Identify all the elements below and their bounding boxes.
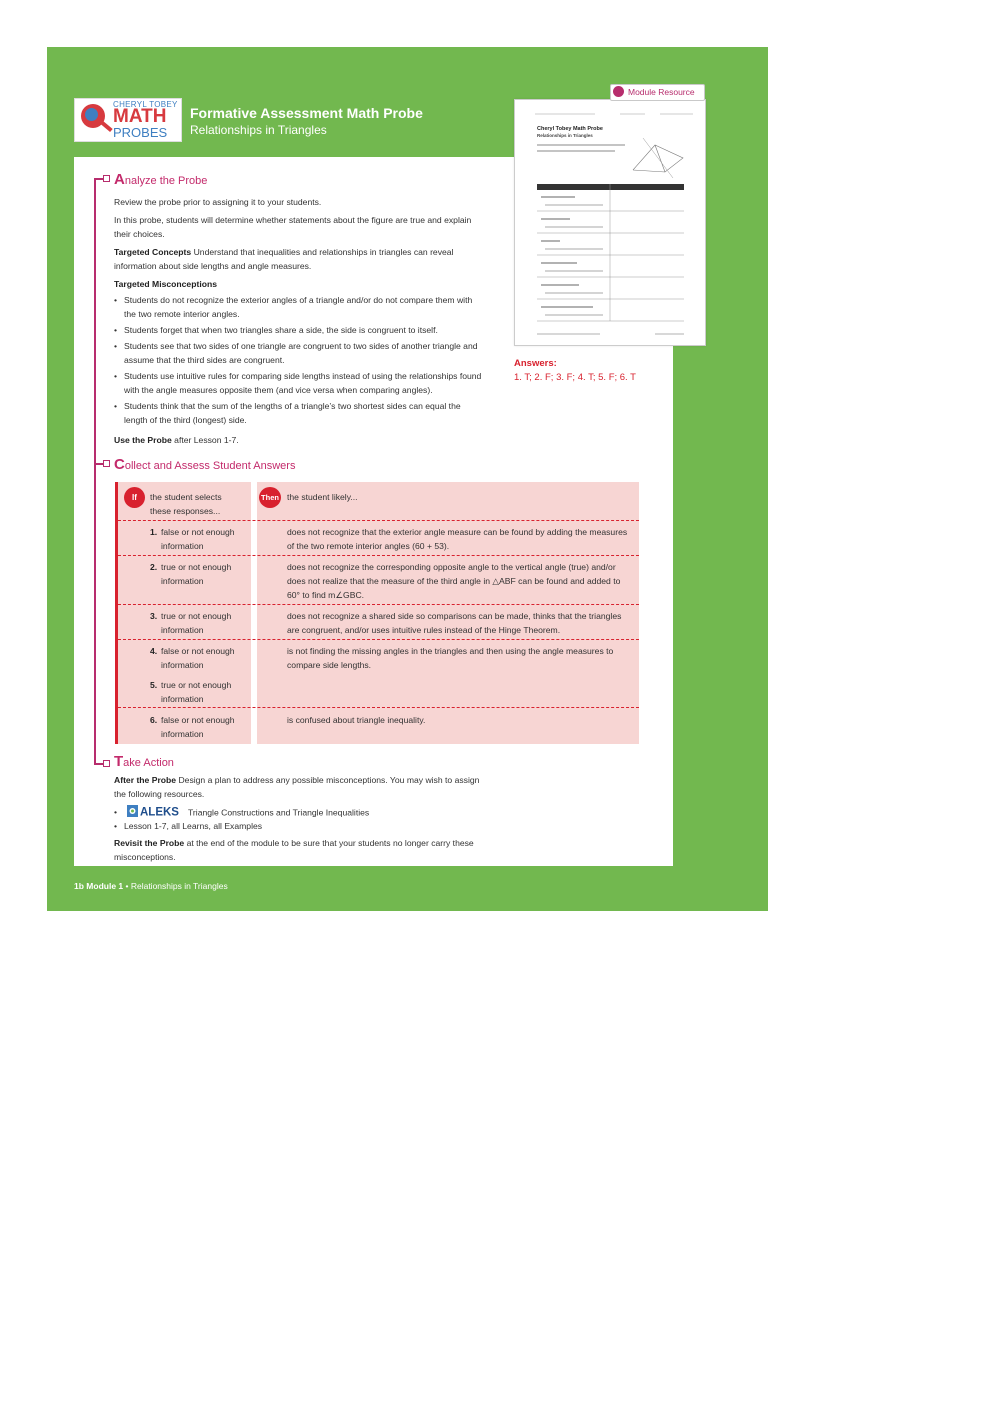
collect-heading: Collect and Assess Student Answers <box>114 456 296 473</box>
analyze-intro: Review the probe prior to assigning it to your students. <box>114 197 322 207</box>
analyze-description: In this probe, students will determine whether statements about the figure are true and explain their choices. <box>114 215 472 239</box>
targeted-concepts: Targeted Concepts Understand that inequalities and relationships in triangles can reveal information about side lengths and angle measures. <box>114 247 454 271</box>
table-row-5-response: 5. true or not enough information <box>150 680 232 704</box>
section-rail <box>94 178 96 764</box>
then-header: the student likely... <box>287 492 358 502</box>
page-subtitle: Relationships in Triangles <box>190 123 327 137</box>
thumb-subtitle: Relationships in Triangles <box>537 133 593 138</box>
answers-label: Answers: <box>514 358 557 369</box>
misconception-item: • Students do not recognize the exterior angles of a triangle and/or do not compare them with the two remote interior angles. <box>114 293 484 321</box>
table-row-6-explanation: is confused about triangle inequality. <box>287 715 426 725</box>
table-row-4-response: 4. false or not enough information <box>150 646 235 670</box>
aleks-logo-text: • ALEKS <box>140 806 179 817</box>
module-resource-badge[interactable]: Module Resource <box>610 84 705 101</box>
use-the-probe: Use the Probe after Lesson 1-7. <box>114 435 239 445</box>
page-footer: 1b Module 1 • Relationships in Triangles <box>74 881 228 891</box>
analyze-heading: Analyze the Probe <box>114 171 208 188</box>
section-marker <box>103 760 110 767</box>
misconception-item: • Students forget that when two triangles share a side, the side is congruent to itself. <box>114 323 484 337</box>
take-action-heading: Take Action <box>114 753 174 770</box>
table-row-1-explanation: does not recognize that the exterior angle measure can be found by adding the measures of the two remote interior angles (60 + 53). <box>287 527 628 551</box>
table-row-1-response: 1. false or not enough information <box>150 527 235 551</box>
misconception-item: • Students use intuitive rules for comparing side lengths instead of using the relationships found with the angle measures opposite them (and vice versa when comparing angles). <box>114 369 484 397</box>
thumb-title: Cheryl Tobey Math Probe <box>537 126 603 132</box>
cursor-click-icon <box>613 86 624 97</box>
page-title: Formative Assessment Math Probe <box>190 105 423 121</box>
math-probes-logo <box>74 98 182 142</box>
misconception-item: • Students see that two sides of one triangle are congruent to two sides of another triangle and assume that the third sides are congruent. <box>114 339 484 367</box>
misconception-item: • Students think that the sum of the lengths of a triangle’s two shortest sides can equal the length of the third (longest) side. <box>114 399 484 427</box>
resource-item-aleks[interactable]: • ALEKS Triangle Constructions and Triangle Inequalities <box>114 805 484 821</box>
after-the-probe: After the Probe Design a plan to address any possible misconceptions. You may wish to assign the following resources. <box>114 775 480 799</box>
if-badge: If <box>124 487 145 508</box>
answers-text: 1. T; 2. F; 3. F; 4. T; 5. F; 6. T <box>514 372 636 383</box>
table-row-2-response: 2. true or not enough information <box>150 562 232 586</box>
probe-worksheet-preview <box>515 100 705 345</box>
probe-thumbnail[interactable] <box>514 99 706 346</box>
revisit-the-probe: Revisit the Probe at the end of the module to be sure that your students no longer carry these misconceptions. <box>114 838 474 862</box>
table-row-4-explanation: is not finding the missing angles in the triangles and then using the angle measures to compare side lengths. <box>287 646 614 670</box>
table-row-3-response: 3. true or not enough information <box>150 611 232 635</box>
section-marker <box>103 175 110 182</box>
table-row-2-explanation: does not recognize the corresponding opposite angle to the vertical angle (true) and/or does not realize that the measure of the third angle in △ABF can be found and added to 60° to find m∠GBC. <box>287 562 621 600</box>
if-header: the student selects these responses... <box>150 492 222 516</box>
logo-line3: PROBES <box>113 125 168 140</box>
section-marker <box>103 460 110 467</box>
table-row-6-response: 6. false or not enough information <box>150 715 235 739</box>
resource-item-lesson[interactable]: • Lesson 1-7, all Learns, all Examples <box>114 819 484 833</box>
logo-line2: MATH <box>113 106 167 127</box>
then-badge: Then <box>259 487 281 508</box>
logo-line1: CHERYL TOBEY <box>113 100 178 109</box>
table-row-3-explanation: does not recognize a shared side so comparisons can be made, thinks that the triangles are congruent, and/or uses intuitive rules instead of the Hinge Theorem. <box>287 611 622 635</box>
misconceptions-label: Targeted Misconceptions <box>114 279 217 289</box>
